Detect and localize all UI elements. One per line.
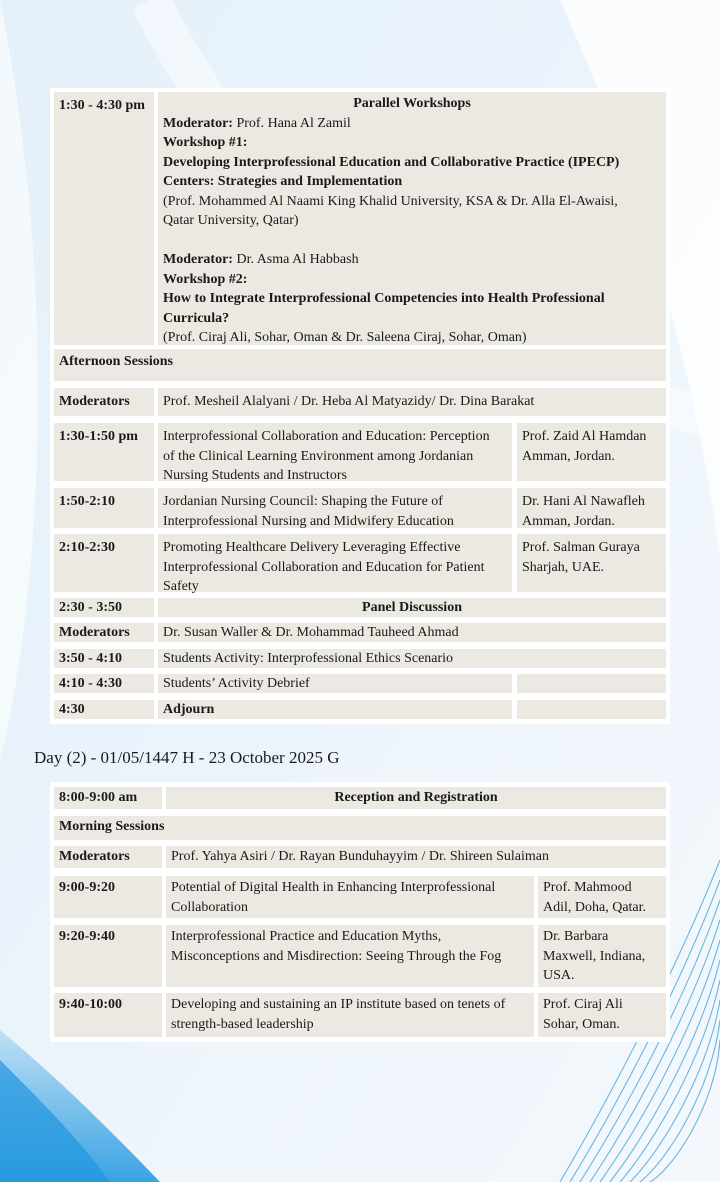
debrief-time: 4:10 - 4:30 — [54, 674, 154, 693]
debrief-value: Students’ Activity Debrief — [158, 674, 512, 693]
debrief-empty — [517, 674, 666, 693]
session-topic — [158, 488, 512, 528]
session-speaker — [538, 925, 666, 987]
topic-line: Interprofessional Collaboration and Education for Patient — [163, 559, 485, 575]
adjourn-empty — [517, 700, 666, 719]
topic-line: strength-based leadership — [171, 1016, 314, 1032]
ws1-moderator: Moderator: Prof. Hana Al Zamil — [163, 115, 351, 131]
session-time: 9:00-9:20 — [54, 876, 162, 918]
speaker-line: Amman, Jordan. — [522, 448, 615, 464]
topic-line: Promoting Healthcare Delivery Leveraging Effective — [163, 540, 461, 555]
session-topic — [166, 993, 534, 1037]
topic-line: Interprofessional Collaboration and Education: Perception — [163, 429, 490, 444]
topic-line: Jordanian Nursing Council: Shaping the Future of — [163, 494, 443, 509]
session-speaker — [517, 423, 666, 481]
session-speaker — [538, 993, 666, 1037]
speaker-line: Adil, Doha, Qatar. — [543, 899, 647, 915]
speaker-line: Prof. Mahmood — [543, 880, 632, 895]
panel-moderators-value: Dr. Susan Waller & Dr. Mohammad Tauheed Ahmad — [158, 623, 666, 642]
speaker-line: Maxwell, Indiana, — [543, 948, 646, 964]
session-time: 9:20-9:40 — [54, 925, 162, 987]
topic-line: Interprofessional Nursing and Midwifery Education — [163, 513, 454, 529]
adjourn-value: Adjourn — [158, 700, 512, 719]
ws2-speakers-1: (Prof. Ciraj Ali, Sohar, Oman & Dr. Saleena Ciraj, Sohar, Oman) — [163, 330, 527, 345]
ws2-moderator: Moderator: Dr. Asma Al Habbash — [163, 252, 359, 267]
ws1-title-1: Developing Interprofessional Education and Collaborative Practice (IPECP) — [163, 154, 620, 170]
session-time: 2:10-2:30 — [54, 534, 154, 592]
day2-heading: Day (2) - 01/05/1447 H - 23 October 2025 G — [34, 748, 340, 767]
workshops-detail — [158, 92, 666, 345]
session-topic — [158, 534, 512, 592]
workshops-title: Parallel Workshops — [353, 96, 471, 111]
session-speaker — [517, 488, 666, 528]
reception-time: 8:00-9:00 am — [54, 787, 162, 809]
activity-value: Students Activity: Interprofessional Ethics Scenario — [158, 649, 666, 668]
ws1-label: Workshop #1: — [163, 135, 248, 150]
topic-line: Developing and sustaining an IP institute based on tenets of — [171, 997, 506, 1012]
panel-time: 2:30 - 3:50 — [54, 598, 154, 617]
session-topic — [158, 423, 512, 481]
adjourn-time: 4:30 — [54, 700, 154, 719]
topic-line: Interprofessional Practice and Education Myths, — [171, 929, 442, 944]
speaker-line: Amman, Jordan. — [522, 513, 615, 529]
session-topic — [166, 925, 534, 987]
topic-line: Safety — [163, 579, 199, 594]
ws1-speakers-1: (Prof. Mohammed Al Naami King Khalid University, KSA & Dr. Alla El-Awaisi, — [163, 193, 618, 209]
speaker-line: Dr. Hani Al Nawafleh — [522, 494, 645, 509]
ws2-title-2: Curricula? — [163, 310, 230, 326]
session-speaker — [538, 876, 666, 918]
panel-title: Panel Discussion — [158, 598, 666, 617]
topic-line: Nursing Students and Instructors — [163, 468, 347, 483]
session-speaker — [517, 534, 666, 592]
session-time: 1:50-2:10 — [54, 488, 154, 528]
ws2-title-1: How to Integrate Interprofessional Competencies into Health Professional — [163, 291, 605, 306]
reception-title: Reception and Registration — [166, 787, 666, 809]
ws1-title-2: Centers: Strategies and Implementation — [163, 174, 403, 189]
day2-moderators-value: Prof. Yahya Asiri / Dr. Rayan Bunduhayyim / Dr. Shireen Sulaiman — [166, 846, 666, 868]
speaker-line: USA. — [543, 968, 575, 983]
moderators-value: Prof. Mesheil Alalyani / Dr. Heba Al Matyazidy/ Dr. Dina Barakat — [158, 388, 666, 416]
speaker-line: Prof. Salman Guraya — [522, 540, 640, 555]
speaker-line: Prof. Zaid Al Hamdan — [522, 429, 647, 444]
speaker-line: Dr. Barbara — [543, 929, 609, 944]
session-time: 9:40-10:00 — [54, 993, 162, 1037]
afternoon-sessions-header: Afternoon Sessions — [54, 349, 666, 381]
activity-time: 3:50 - 4:10 — [54, 649, 154, 668]
morning-sessions-header: Morning Sessions — [54, 816, 666, 840]
day2-moderators-label: Moderators — [54, 846, 162, 868]
speaker-line: Sohar, Oman. — [543, 1016, 620, 1032]
session-time: 1:30-1:50 pm — [54, 423, 154, 481]
topic-line: Potential of Digital Health in Enhancing Interprofessional — [171, 880, 496, 895]
speaker-line: Sharjah, UAE. — [522, 559, 605, 575]
ws1-speakers-2: Qatar University, Qatar) — [163, 213, 299, 228]
ws2-label: Workshop #2: — [163, 271, 248, 287]
speaker-line: Prof. Ciraj Ali — [543, 997, 623, 1012]
workshops-time: 1:30 - 4:30 pm — [54, 92, 154, 345]
session-topic — [166, 876, 534, 918]
topic-line: of the Clinical Learning Environment among Jordanian — [163, 448, 474, 464]
topic-line: Collaboration — [171, 899, 248, 915]
topic-line: Misconceptions and Misdirection: Seeing Through the Fog — [171, 948, 502, 964]
panel-moderators-label: Moderators — [54, 623, 154, 642]
moderators-label: Moderators — [54, 388, 154, 416]
